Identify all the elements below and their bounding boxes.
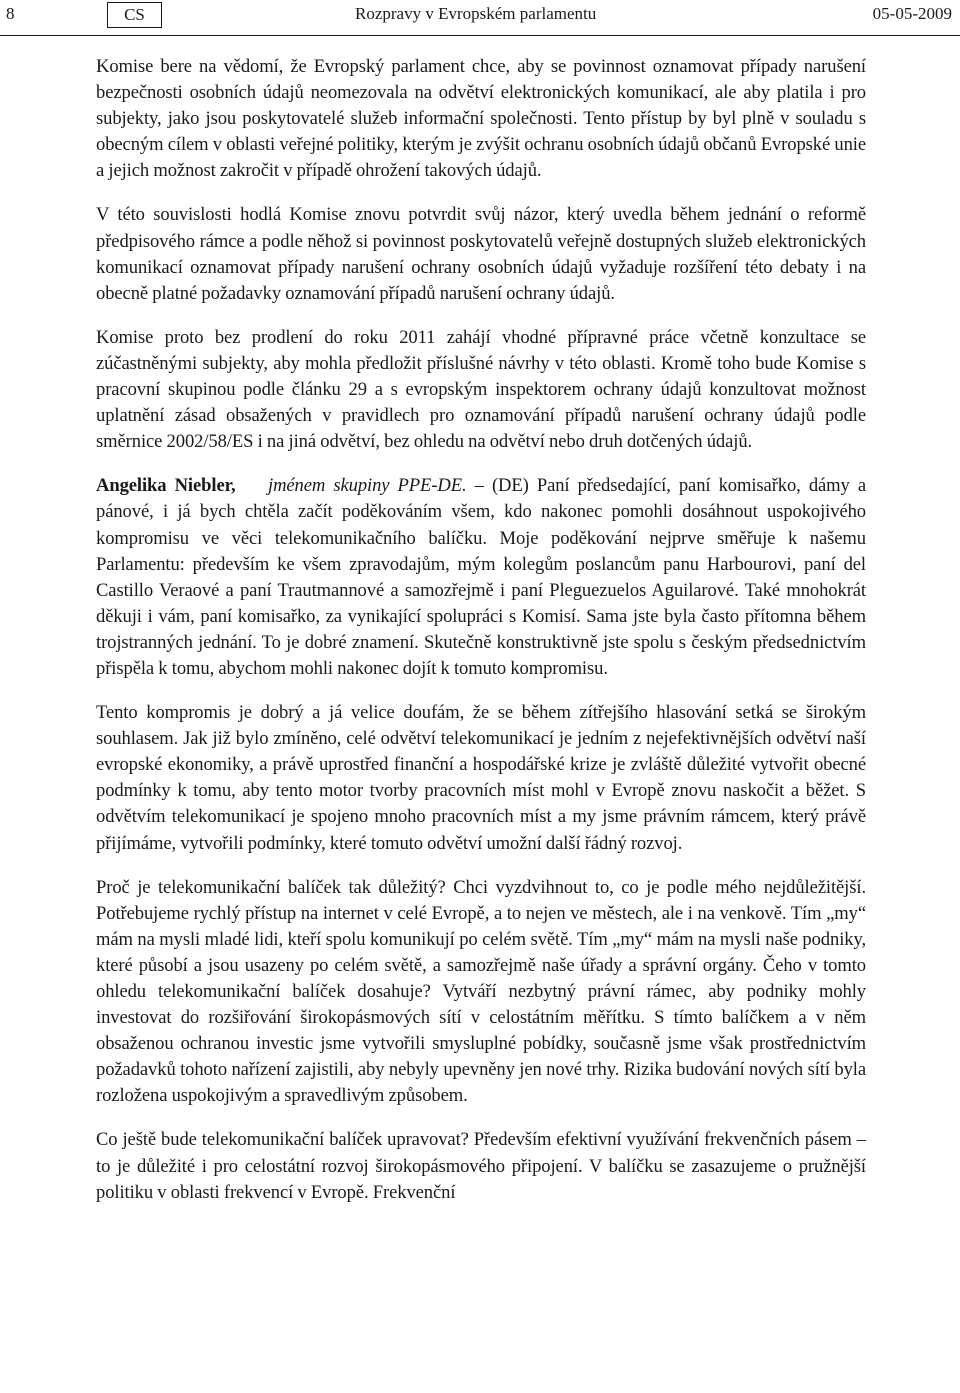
paragraph-6: Proč je telekomunikační balíček tak důležitý? Chci vyzdvihnout to, co je podle mého nejdůležitější. Potřebujeme rychlý přístup na internet v celé Evropě, a to nejen ve městech, ale i na venkově. Tím „my“ mám na mysli mladé lidi, kteří spolu komunikují po celém světě. Tím „my“ mám na mysli naše podniky, které působí a jsou usazeny po celém světě, a samozřejmě naše úřady a správní orgány. Čeho v tomto ohledu telekomunikační balíček dosahuje? Vytváří nezbytný právní rámec, aby podniky mohly investovat do rozšiřování širokopásmových sítí v celostátním měřítku. S tímto balíčkem a v něm obsaženou ochranou investic jsme vytvořili smysluplné pobídky, současně jsme však prostřednictvím požadavků tohoto nařízení zajistili, aby nebyly upevněny jen nové trhy. Rizika budování nových sítí byla rozložena uspokojivým a spravedlivým způsobem. [96,876,866,1107]
paragraph-5: Tento kompromis je dobrý a já velice doufám, že se během zítřejšího hlasování setká se širokým souhlasem. Jak již bylo zmíněno, celé odvětví telekomunikací je jedním z nejefektivnějších odvětví naší evropské ekonomiky, a právě uprostřed finanční a hospodářské krize je zvláště důležité vytvořit obecné podmínky k tomu, aby tento motor tvorby pracovních míst mohl v Evropě znovu naskočit a běžet. S odvětvím telekomunikací je spojeno mnoho pracovních míst a my jsme právním rámcem, který právě přijímáme, vytvořili podmínky, které tomuto odvětví umožní další řádný rozvoj. [96,702,866,854]
paragraph-7: Co ještě bude telekomunikační balíček upravovat? Především efektivní využívání frekvenčních pásem – to je důležité i pro celostátní rozvoj širokopásmového připojení. V balíčku se zasazujeme o pružnější politiku v oblasti frekvencí v Evropě. Frekvenční [96,1129,866,1203]
paragraph-4 [96,473,866,682]
speaker-role: jménem skupiny PPE-DE. [268,475,467,497]
paragraph-3: Komise proto bez prodlení do roku 2011 zahájí vhodné přípravné práce včetně konzultace se zúčastněnými subjekty, aby mohla předložit příslušné návrhy v této oblasti. Kromě toho bude Komise s pracovní skupinou podle článku 29 a s evropským inspektorem ochrany údajů konzultovat možnost uplatnění zásad obsažených v pravidlech pro oznamování případů narušení ochrany údajů podle směrnice 2002/58/ES i na jiná odvětví, bez ohledu na odvětví nebo druh dotčených údajů. [96,326,866,453]
paragraph-2: V této souvislosti hodlá Komise znovu potvrdit svůj názor, který uvedla během jednání o reformě předpisového rámce a podle něhož si povinnost poskytovatelů veřejně dostupných služeb elektronických komunikací oznamovat případy narušení ochrany osobních údajů vyžaduje rozšíření této debaty i na obecně platné požadavky oznamování případů narušení ochrany údajů. [96,204,866,304]
page-number: 8 [6,4,15,23]
paragraph-1: Komise bere na vědomí, že Evropský parlament chce, aby se povinnost oznamovat případy narušení bezpečnosti osobních údajů neomezovala na odvětví elektronických komunikací, ale aby platila i pro subjekty, jako jsou poskytovatelé služeb informační společnosti. Tento přístup by byl plně v souladu s obecným cílem v oblasti veřejné politiky, kterým je zvýšit ochranu osobních údajů občanů Evropské unie a jejich možnost zakročit v případě ohrožení takových údajů. [96,56,866,182]
publication-date: 05-05-2009 [872,4,952,23]
header-divider [0,35,960,36]
publication-title: Rozpravy v Evropském parlamentu [355,4,597,23]
document-body [96,54,866,1224]
speaker-name: Angelika Niebler, [96,475,236,497]
language-code-box: CS [107,2,162,28]
page-header [0,0,960,36]
paragraph-4-text: – (DE) Paní předsedající, paní komisařko, dámy a pánové, i já bych chtěla začít poděkováním všem, kdo nakonec pomohli dosáhnout uspokojivého kompromisu ve věci telekomunikačního balíčku. Moje poděkování nejprve směřuje k našemu Parlamentu: především ke všem zpravodajům, mým kolegům poslancům panu Harbourovi, paní del Castillo Veraové a paní Trautmannové a samozřejmě i paní Pleguezuelos Aguilarové. Také mnohokrát děkuji i vám, paní komisařko, za vynikající spolupráci s Komisí. Sama jste byla často přítomna během trojstranných jednání. To je dobré znamení. Skutečně konstruktivně jste spolu s českým předsednictvím přispěla k tomu, abychom mohli nakonec dojít k tomuto kompromisu. [96,475,866,679]
